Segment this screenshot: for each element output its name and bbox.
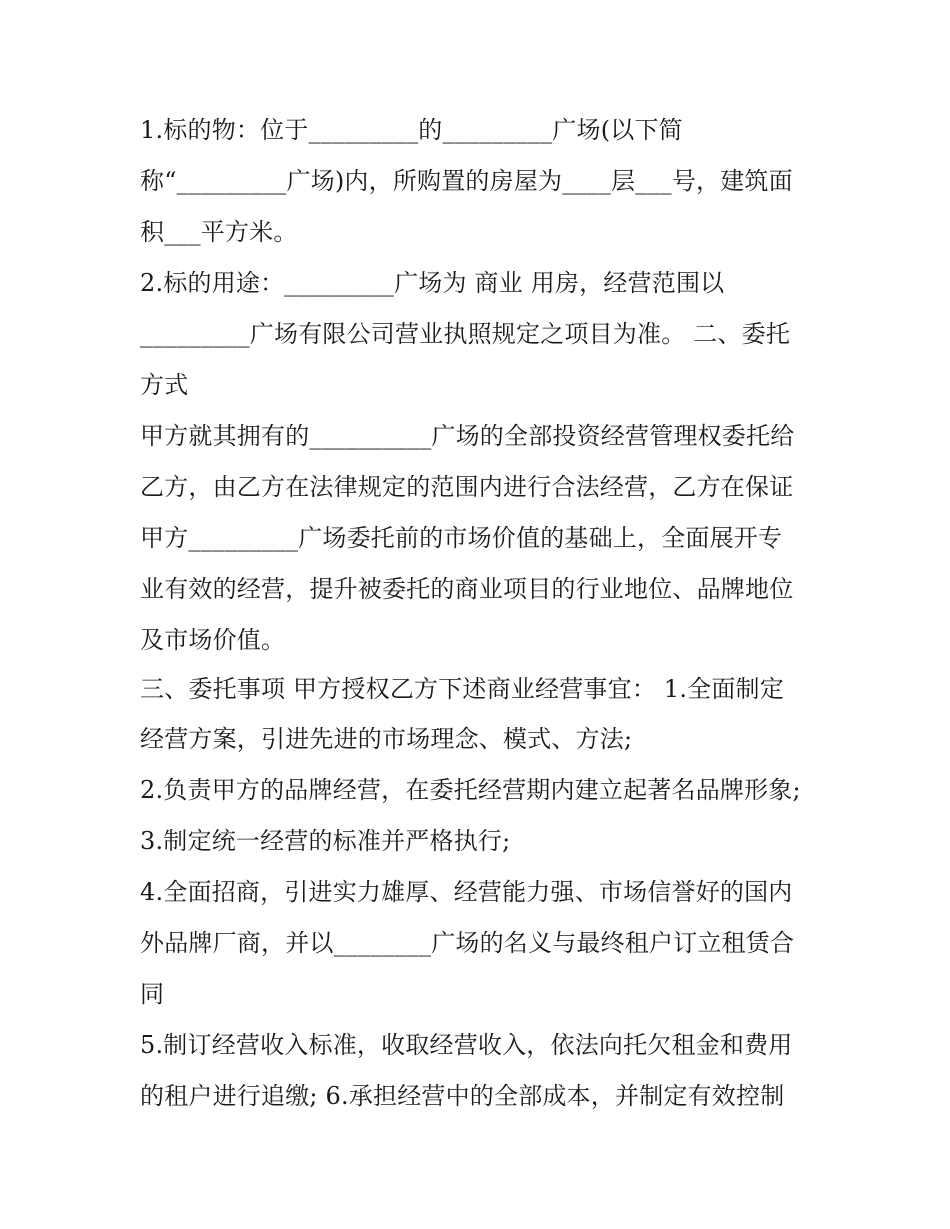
text-line: 1.标的物：位于_________的_________广场(以下简 [140,116,683,144]
text-line: 称“_________广场)内，所购置的房屋为____层___号，建筑面 [140,167,793,195]
text-line: 甲方就其拥有的__________广场的全部投资经营管理权委托给 [140,422,795,450]
text-line: 4.全面招商，引进实力雄厚、经营能力强、市场信誉好的国内 [140,878,793,906]
text-line: _________广场有限公司营业执照规定之项目为准。 二、委托 [140,320,791,348]
text-line: 乙方，由乙方在法律规定的范围内进行合法经营，乙方在保证 [140,473,794,501]
text-line: 的租户进行追缴; 6.承担经营中的全部成本，并制定有效控制 [140,1082,785,1110]
text-line: 2.标的用途：_________广场为 商业 用房，经营范围以 [140,269,725,297]
text-line: 5.制订经营收入标准，收取经营收入，依法向托欠租金和费用 [140,1031,793,1059]
text-line: 同 [140,980,165,1008]
text-line: 2.负责甲方的品牌经营，在委托经营期内建立起著名品牌形象; [140,776,801,804]
text-line: 甲方_________广场委托前的市场价值的基础上，全面展开专 [140,524,783,552]
text-line: 三、委托事项 甲方授权乙方下述商业经营事宜： 1.全面制定 [140,675,784,703]
text-line: 方式 [140,371,189,399]
text-line: 业有效的经营，提升被委托的商业项目的行业地位、品牌地位 [140,575,794,603]
text-line: 积___平方米。 [140,218,298,246]
text-line: 外品牌厂商，并以________广场的名义与最终租户订立租赁合 [140,929,795,957]
text-line: 经营方案，引进先进的市场理念、模式、方法; [140,725,633,753]
text-line: 及市场价值。 [140,626,286,654]
text-line: 3.制定统一经营的标准并严格执行; [140,827,511,855]
